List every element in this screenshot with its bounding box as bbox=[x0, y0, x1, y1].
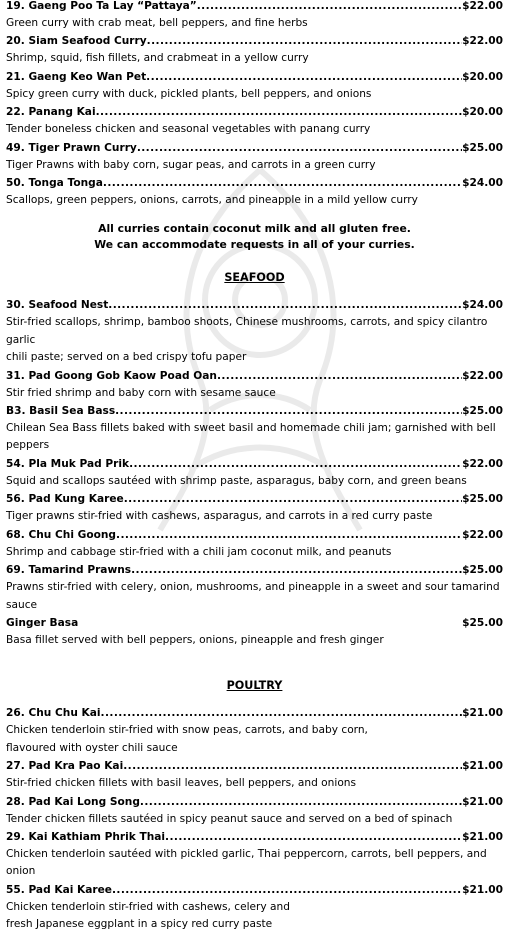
item-price: $25.00 bbox=[462, 141, 503, 154]
item-description: Chicken tenderloin stir-fried with cashews, celery and fresh Japanese eggplant in a spicy red curry paste bbox=[6, 900, 290, 931]
item-price: $24.00 bbox=[462, 299, 503, 312]
section-title-poultry: POULTRY bbox=[226, 679, 283, 693]
menu-item bbox=[6, 139, 503, 174]
item-name: 56. Pad Kung Karee bbox=[6, 493, 124, 506]
menu-item bbox=[6, 881, 503, 934]
menu-item bbox=[6, 526, 503, 561]
item-price: $25.00 bbox=[462, 564, 503, 577]
menu-item bbox=[6, 68, 503, 103]
item-description: Tiger Prawns with baby corn, sugar peas, and carrots in a green curry bbox=[6, 158, 376, 171]
item-name: 27. Pad Kra Pao Kai bbox=[6, 760, 124, 773]
item-description: Green curry with crab meat, bell peppers, and fine herbs bbox=[6, 17, 308, 29]
item-price: $25.00 bbox=[462, 493, 503, 506]
item-description: Chicken tenderloin sautéed with pickled garlic, Thai peppercorn, carrots, bell peppers, and onion bbox=[6, 847, 487, 878]
item-description: Spicy green curry with duck, pickled plants, bell peppers, and onions bbox=[6, 87, 372, 100]
item-name: 22. Panang Kai bbox=[6, 106, 96, 119]
item-description: Stir-fried chicken fillets with basil leaves, bell peppers, and onions bbox=[6, 777, 357, 790]
item-price: $25.00 bbox=[462, 405, 503, 418]
item-name: 20. Siam Seafood Curry bbox=[6, 35, 147, 48]
menu-item bbox=[6, 614, 503, 649]
item-name: 19. Gaeng Poo Ta Lay “Pattaya” bbox=[6, 0, 197, 12]
item-price: $24.00 bbox=[462, 177, 503, 190]
menu-item bbox=[6, 0, 503, 32]
item-name: Ginger Basa bbox=[6, 616, 79, 629]
item-price: $22.00 bbox=[462, 369, 503, 382]
item-price: $22.00 bbox=[462, 457, 503, 470]
item-price: $22.00 bbox=[462, 35, 503, 48]
item-name: B3. Basil Sea Bass bbox=[6, 405, 116, 418]
item-description: Chilean Sea Bass fillets baked with sweet basil and homemade chili jam; garnished with bell peppers bbox=[6, 422, 496, 452]
item-price: $22.00 bbox=[462, 528, 503, 541]
item-description: Squid and scallops sautéed with shrimp paste, asparagus, baby corn, and green beans bbox=[6, 474, 467, 487]
menu-item bbox=[6, 32, 503, 67]
item-description: Basa fillet served with bell peppers, onions, pineapple and fresh ginger bbox=[6, 633, 384, 646]
item-name: 69. Tamarind Prawns bbox=[6, 564, 132, 577]
seafood-section bbox=[6, 296, 503, 649]
item-price: $21.00 bbox=[462, 707, 503, 720]
item-name: 26. Chu Chu Kai bbox=[6, 707, 101, 720]
menu-item bbox=[6, 367, 503, 402]
menu-item bbox=[6, 704, 503, 757]
menu-item bbox=[6, 490, 503, 525]
menu-item bbox=[6, 455, 503, 490]
item-price: $25.00 bbox=[462, 616, 503, 629]
menu-item bbox=[6, 174, 503, 209]
item-price: $21.00 bbox=[462, 760, 503, 773]
item-description: Stir fried shrimp and baby corn with sesame sauce bbox=[6, 386, 276, 399]
item-name: 50. Tonga Tonga bbox=[6, 177, 103, 190]
item-name: 54. Pla Muk Pad Prik bbox=[6, 457, 130, 470]
item-description: Tender boneless chicken and seasonal vegetables with panang curry bbox=[6, 123, 371, 136]
item-description: Chicken tenderloin stir-fried with snow peas, carrots, and baby corn, flavoured with oyster chili sauce bbox=[6, 724, 368, 754]
menu-item bbox=[6, 296, 503, 366]
menu-item bbox=[6, 793, 503, 828]
section-title-seafood: SEAFOOD bbox=[224, 271, 285, 285]
item-name: 49. Tiger Prawn Curry bbox=[6, 141, 137, 154]
menu-item bbox=[6, 828, 503, 881]
item-description: Scallops, green peppers, onions, carrots, and pineapple in a mild yellow curry bbox=[6, 194, 418, 207]
curry-note-line: All curries contain coconut milk and all gluten free. bbox=[98, 222, 411, 236]
item-price: $20.00 bbox=[462, 70, 503, 83]
item-price: $21.00 bbox=[462, 795, 503, 808]
item-description: Tiger prawns stir-fried with cashews, asparagus, and carrots in a red curry paste bbox=[6, 510, 433, 523]
curry-note-line: We can accommodate requests in all of your curries. bbox=[94, 238, 415, 252]
item-description: Stir-fried scallops, shrimp, bamboo shoots, Chinese mushrooms, carrots, and spicy cilantro garlic chili paste; served on a bed crispy tofu paper bbox=[6, 316, 488, 364]
item-name: 30. Seafood Nest bbox=[6, 299, 109, 312]
curries-continued bbox=[6, 0, 503, 209]
item-description: Tender chicken fillets sautéed in spicy peanut sauce and served on a bed of spinach bbox=[6, 812, 453, 825]
menu-item bbox=[6, 103, 503, 138]
curry-notes bbox=[6, 221, 503, 253]
item-description: Shrimp and cabbage stir-fried with a chili jam coconut milk, and peanuts bbox=[6, 545, 392, 558]
item-description: Shrimp, squid, fish fillets, and crabmeat in a yellow curry bbox=[6, 52, 309, 65]
item-description: Prawns stir-fried with celery, onion, mushrooms, and pineapple in a sweet and sour tamarind sauce bbox=[6, 581, 500, 611]
menu-item bbox=[6, 561, 503, 614]
item-name: 21. Gaeng Keo Wan Pet bbox=[6, 70, 147, 83]
item-price: $21.00 bbox=[462, 830, 503, 843]
menu-item bbox=[6, 757, 503, 792]
item-name: 55. Pad Kai Karee bbox=[6, 883, 112, 896]
item-price: $22.00 bbox=[462, 0, 503, 12]
item-price: $20.00 bbox=[462, 106, 503, 119]
item-name: 29. Kai Kathiam Phrik Thai bbox=[6, 830, 166, 843]
item-name: 68. Chu Chi Goong bbox=[6, 528, 117, 541]
item-name: 31. Pad Goong Gob Kaow Poad Oan bbox=[6, 369, 217, 382]
item-name: 28. Pad Kai Long Song bbox=[6, 795, 140, 808]
menu-item bbox=[6, 402, 503, 455]
item-price: $21.00 bbox=[462, 883, 503, 896]
poultry-section bbox=[6, 704, 503, 933]
menu-page bbox=[6, 0, 503, 934]
